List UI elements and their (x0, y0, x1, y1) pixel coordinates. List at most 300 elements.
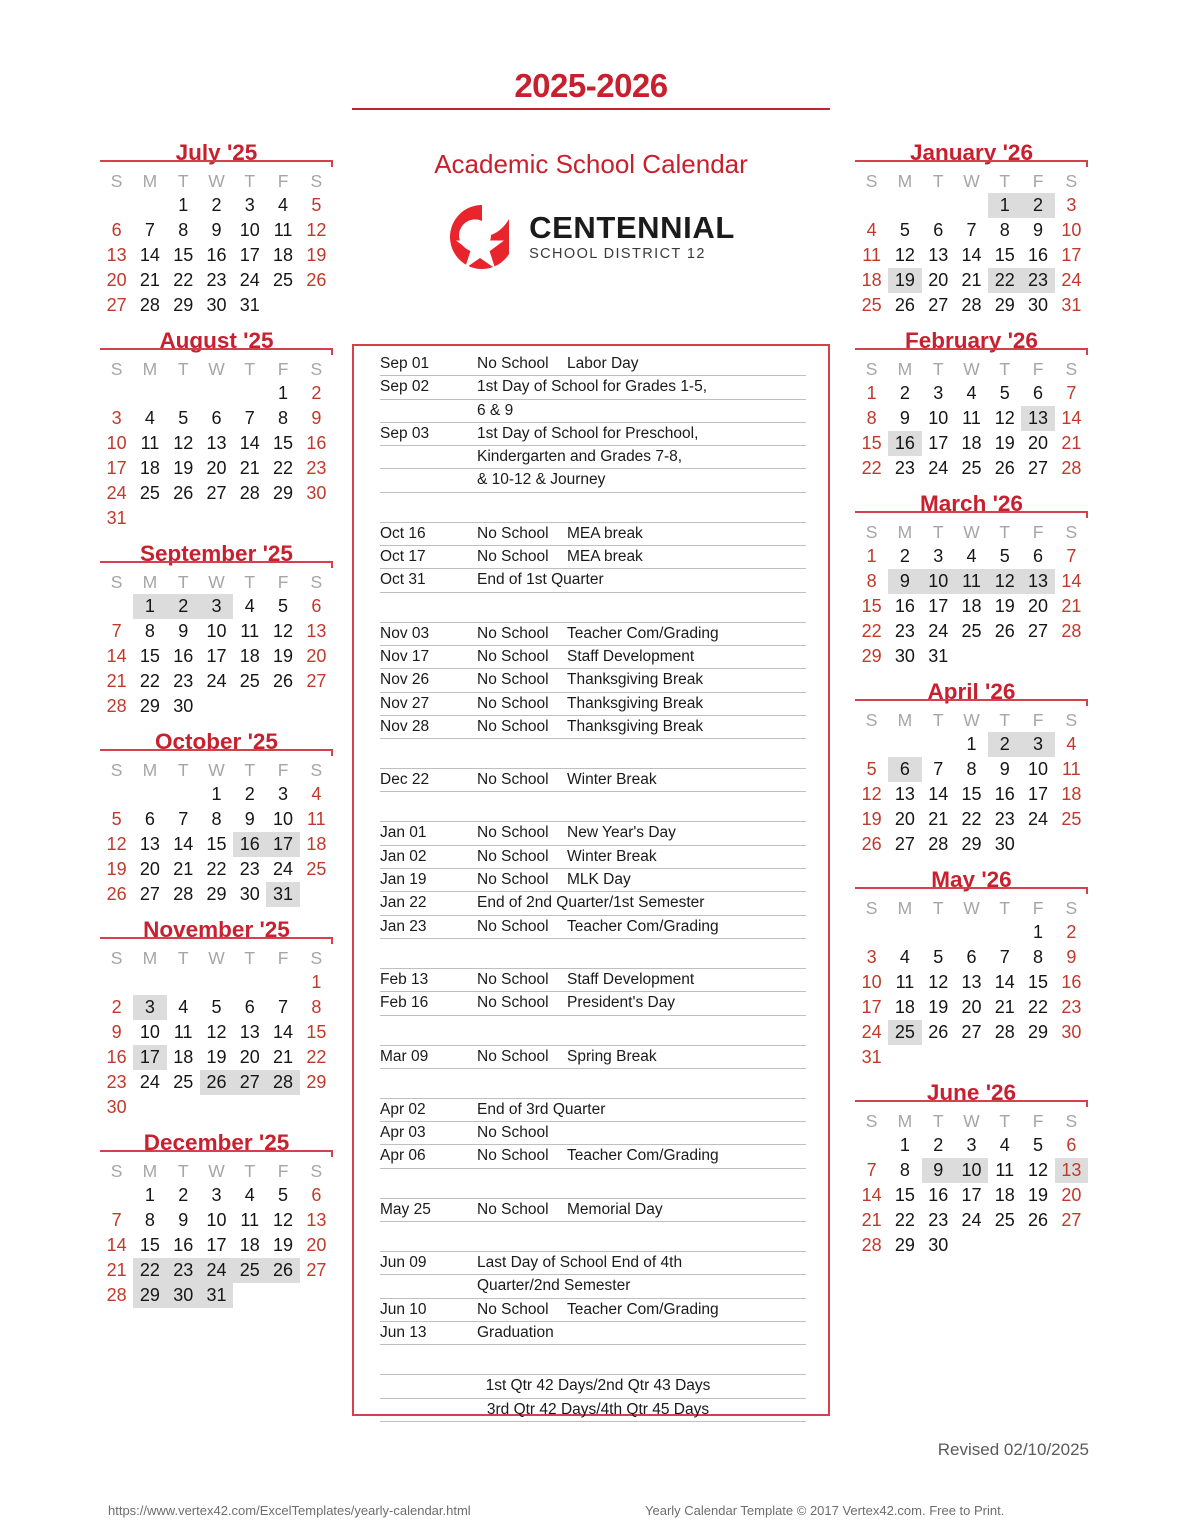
day-cell[interactable]: 15 (961, 784, 982, 804)
day-cell[interactable]: 10 (139, 1022, 160, 1042)
day-cell[interactable]: 6 (211, 408, 222, 428)
day-cell[interactable]: 21 (239, 458, 260, 478)
day-cell[interactable]: 7 (111, 621, 122, 641)
day-cell[interactable]: 21 (273, 1047, 294, 1067)
day-cell[interactable]: 9 (211, 220, 222, 240)
day-cell[interactable]: 12 (173, 433, 194, 453)
day-cell[interactable]: 10 (239, 220, 260, 240)
day-cell[interactable]: 25 (861, 295, 882, 315)
day-cell[interactable]: 19 (106, 859, 127, 879)
day-cell[interactable]: 26 (273, 671, 294, 691)
day-cell[interactable]: 5 (178, 408, 189, 428)
day-cell[interactable]: 19 (173, 458, 194, 478)
day-cell[interactable]: 4 (1066, 734, 1077, 754)
day-cell[interactable]: 14 (106, 646, 127, 666)
day-cell[interactable]: 6 (1033, 383, 1044, 403)
day-cell[interactable]: 23 (894, 621, 915, 641)
day-cell[interactable]: 31 (106, 508, 127, 528)
day-cell[interactable]: 29 (133, 1283, 166, 1308)
day-cell[interactable]: 3 (966, 1135, 977, 1155)
day-cell[interactable]: 8 (211, 809, 222, 829)
day-cell[interactable]: 30 (173, 696, 194, 716)
day-cell[interactable]: 11 (955, 569, 988, 594)
day-cell[interactable]: 20 (139, 859, 160, 879)
day-cell[interactable]: 24 (1028, 809, 1049, 829)
day-cell[interactable]: 19 (861, 809, 882, 829)
day-cell[interactable]: 5 (111, 809, 122, 829)
day-cell[interactable]: 7 (278, 997, 289, 1017)
day-cell[interactable]: 30 (928, 1235, 949, 1255)
day-cell[interactable]: 8 (899, 1160, 910, 1180)
day-cell[interactable]: 20 (1028, 596, 1049, 616)
day-cell[interactable]: 23 (239, 859, 260, 879)
day-cell[interactable]: 27 (894, 834, 915, 854)
day-cell[interactable]: 14 (106, 1235, 127, 1255)
day-cell[interactable]: 10 (928, 408, 949, 428)
day-cell[interactable]: 19 (994, 596, 1015, 616)
day-cell[interactable]: 21 (139, 270, 160, 290)
day-cell[interactable]: 11 (240, 1210, 260, 1230)
day-cell[interactable]: 24 (139, 1072, 160, 1092)
day-cell[interactable]: 1 (866, 383, 877, 403)
day-cell[interactable]: 23 (173, 671, 194, 691)
day-cell[interactable]: 22 (1028, 997, 1049, 1017)
day-cell[interactable]: 5 (211, 997, 222, 1017)
day-cell[interactable]: 6 (311, 596, 322, 616)
day-cell[interactable]: 22 (273, 458, 294, 478)
day-cell[interactable]: 9 (888, 569, 921, 594)
day-cell[interactable]: 31 (1061, 295, 1082, 315)
day-cell[interactable]: 27 (306, 1260, 327, 1280)
day-cell[interactable]: 20 (928, 270, 949, 290)
day-cell[interactable]: 27 (106, 295, 127, 315)
day-cell[interactable]: 17 (133, 1045, 166, 1070)
day-cell[interactable]: 7 (144, 220, 155, 240)
day-cell[interactable]: 10 (1028, 759, 1049, 779)
day-cell[interactable]: 26 (994, 458, 1015, 478)
day-cell[interactable]: 21 (928, 809, 949, 829)
day-cell[interactable]: 15 (173, 245, 194, 265)
day-cell[interactable]: 7 (244, 408, 255, 428)
day-cell[interactable]: 11 (140, 433, 160, 453)
day-cell[interactable]: 14 (139, 245, 160, 265)
day-cell[interactable]: 9 (1066, 947, 1077, 967)
day-cell[interactable]: 7 (933, 759, 944, 779)
day-cell[interactable]: 1 (899, 1135, 910, 1155)
day-cell[interactable]: 17 (961, 1185, 982, 1205)
day-cell[interactable]: 8 (999, 220, 1010, 240)
day-cell[interactable]: 24 (106, 483, 127, 503)
day-cell[interactable]: 31 (861, 1047, 882, 1067)
day-cell[interactable]: 14 (173, 834, 194, 854)
day-cell[interactable]: 13 (961, 972, 982, 992)
day-cell[interactable]: 25 (961, 458, 982, 478)
day-cell[interactable]: 17 (1061, 245, 1082, 265)
day-cell[interactable]: 2 (211, 195, 222, 215)
day-cell[interactable]: 24 (861, 1022, 882, 1042)
day-cell[interactable]: 16 (206, 245, 227, 265)
day-cell[interactable]: 26 (173, 483, 194, 503)
day-cell[interactable]: 25 (888, 1020, 921, 1045)
day-cell[interactable]: 21 (106, 671, 127, 691)
day-cell[interactable]: 19 (994, 433, 1015, 453)
day-cell[interactable]: 18 (994, 1185, 1015, 1205)
day-cell[interactable]: 3 (278, 784, 289, 804)
day-cell[interactable]: 12 (994, 408, 1015, 428)
day-cell[interactable]: 18 (139, 458, 160, 478)
day-cell[interactable]: 2 (311, 383, 322, 403)
day-cell[interactable]: 26 (266, 1258, 299, 1283)
day-cell[interactable]: 29 (994, 295, 1015, 315)
day-cell[interactable]: 13 (1021, 406, 1054, 431)
day-cell[interactable]: 12 (894, 245, 915, 265)
day-cell[interactable]: 1 (988, 193, 1021, 218)
day-cell[interactable]: 10 (861, 972, 882, 992)
day-cell[interactable]: 9 (244, 809, 255, 829)
day-cell[interactable]: 8 (144, 1210, 155, 1230)
day-cell[interactable]: 17 (266, 832, 299, 857)
day-cell[interactable]: 28 (1061, 458, 1082, 478)
day-cell[interactable]: 11 (895, 972, 915, 992)
day-cell[interactable]: 16 (106, 1047, 127, 1067)
day-cell[interactable]: 21 (173, 859, 194, 879)
day-cell[interactable]: 15 (861, 433, 882, 453)
day-cell[interactable]: 6 (933, 220, 944, 240)
day-cell[interactable]: 13 (1021, 569, 1054, 594)
day-cell[interactable]: 25 (994, 1210, 1015, 1230)
day-cell[interactable]: 1 (866, 546, 877, 566)
day-cell[interactable]: 22 (861, 621, 882, 641)
day-cell[interactable]: 15 (994, 245, 1015, 265)
day-cell[interactable]: 30 (994, 834, 1015, 854)
day-cell[interactable]: 2 (244, 784, 255, 804)
day-cell[interactable]: 4 (966, 383, 977, 403)
day-cell[interactable]: 27 (928, 295, 949, 315)
day-cell[interactable]: 1 (278, 383, 289, 403)
day-cell[interactable]: 28 (994, 1022, 1015, 1042)
day-cell[interactable]: 11 (862, 245, 881, 265)
day-cell[interactable]: 25 (273, 270, 294, 290)
day-cell[interactable]: 6 (966, 947, 977, 967)
day-cell[interactable]: 30 (167, 1283, 200, 1308)
day-cell[interactable]: 28 (861, 1235, 882, 1255)
day-cell[interactable]: 25 (306, 859, 327, 879)
day-cell[interactable]: 8 (178, 220, 189, 240)
day-cell[interactable]: 18 (861, 270, 882, 290)
day-cell[interactable]: 16 (1028, 245, 1049, 265)
day-cell[interactable]: 19 (273, 646, 294, 666)
day-cell[interactable]: 22 (988, 268, 1021, 293)
day-cell[interactable]: 8 (144, 621, 155, 641)
day-cell[interactable]: 27 (306, 671, 327, 691)
day-cell[interactable]: 23 (994, 809, 1015, 829)
day-cell[interactable]: 28 (239, 483, 260, 503)
day-cell[interactable]: 8 (966, 759, 977, 779)
day-cell[interactable]: 29 (173, 295, 194, 315)
day-cell[interactable]: 12 (306, 220, 327, 240)
day-cell[interactable]: 4 (311, 784, 322, 804)
day-cell[interactable]: 11 (173, 1022, 193, 1042)
day-cell[interactable]: 14 (1061, 408, 1082, 428)
day-cell[interactable]: 17 (239, 245, 260, 265)
day-cell[interactable]: 3 (200, 594, 233, 619)
day-cell[interactable]: 22 (139, 671, 160, 691)
day-cell[interactable]: 5 (899, 220, 910, 240)
day-cell[interactable]: 8 (278, 408, 289, 428)
day-cell[interactable]: 28 (928, 834, 949, 854)
day-cell[interactable]: 18 (273, 245, 294, 265)
day-cell[interactable]: 1 (133, 594, 166, 619)
day-cell[interactable]: 7 (866, 1160, 877, 1180)
day-cell[interactable]: 3 (933, 383, 944, 403)
day-cell[interactable]: 10 (273, 809, 294, 829)
day-cell[interactable]: 23 (106, 1072, 127, 1092)
day-cell[interactable]: 21 (106, 1260, 127, 1280)
day-cell[interactable]: 11 (1062, 759, 1081, 779)
day-cell[interactable]: 30 (894, 646, 915, 666)
day-cell[interactable]: 27 (139, 884, 160, 904)
day-cell[interactable]: 6 (111, 220, 122, 240)
day-cell[interactable]: 6 (144, 809, 155, 829)
day-cell[interactable]: 13 (306, 621, 327, 641)
day-cell[interactable]: 26 (894, 295, 915, 315)
day-cell[interactable]: 26 (1028, 1210, 1049, 1230)
day-cell[interactable]: 26 (928, 1022, 949, 1042)
day-cell[interactable]: 6 (311, 1185, 322, 1205)
day-cell[interactable]: 24 (239, 270, 260, 290)
day-cell[interactable]: 4 (999, 1135, 1010, 1155)
day-cell[interactable]: 24 (928, 621, 949, 641)
day-cell[interactable]: 29 (961, 834, 982, 854)
day-cell[interactable]: 21 (1061, 433, 1082, 453)
day-cell[interactable]: 28 (106, 696, 127, 716)
day-cell[interactable]: 2 (178, 1185, 189, 1205)
day-cell[interactable]: 14 (928, 784, 949, 804)
day-cell[interactable]: 5 (278, 596, 289, 616)
day-cell[interactable]: 12 (106, 834, 127, 854)
day-cell[interactable]: 4 (866, 220, 877, 240)
day-cell[interactable]: 7 (966, 220, 977, 240)
day-cell[interactable]: 3 (133, 995, 166, 1020)
day-cell[interactable]: 5 (999, 546, 1010, 566)
day-cell[interactable]: 11 (995, 1160, 1015, 1180)
day-cell[interactable]: 3 (1021, 732, 1054, 757)
day-cell[interactable]: 14 (994, 972, 1015, 992)
day-cell[interactable]: 3 (1066, 195, 1077, 215)
day-cell[interactable]: 10 (206, 1210, 227, 1230)
day-cell[interactable]: 26 (306, 270, 327, 290)
day-cell[interactable]: 21 (1061, 596, 1082, 616)
day-cell[interactable]: 11 (273, 220, 293, 240)
day-cell[interactable]: 4 (966, 546, 977, 566)
day-cell[interactable]: 31 (200, 1283, 233, 1308)
day-cell[interactable]: 7 (1066, 383, 1077, 403)
day-cell[interactable]: 24 (206, 671, 227, 691)
day-cell[interactable]: 7 (178, 809, 189, 829)
day-cell[interactable]: 17 (861, 997, 882, 1017)
day-cell[interactable]: 23 (306, 458, 327, 478)
day-cell[interactable]: 3 (111, 408, 122, 428)
day-cell[interactable]: 7 (1066, 546, 1077, 566)
day-cell[interactable]: 14 (961, 245, 982, 265)
day-cell[interactable]: 26 (861, 834, 882, 854)
day-cell[interactable]: 16 (233, 832, 266, 857)
day-cell[interactable]: 27 (233, 1070, 266, 1095)
day-cell[interactable]: 17 (928, 596, 949, 616)
day-cell[interactable]: 6 (1066, 1135, 1077, 1155)
day-cell[interactable]: 24 (273, 859, 294, 879)
day-cell[interactable]: 21 (961, 270, 982, 290)
day-cell[interactable]: 16 (1061, 972, 1082, 992)
day-cell[interactable]: 2 (111, 997, 122, 1017)
day-cell[interactable]: 12 (928, 972, 949, 992)
day-cell[interactable]: 13 (928, 245, 949, 265)
day-cell[interactable]: 18 (239, 1235, 260, 1255)
day-cell[interactable]: 10 (955, 1158, 988, 1183)
day-cell[interactable]: 13 (106, 245, 127, 265)
day-cell[interactable]: 5 (866, 759, 877, 779)
day-cell[interactable]: 23 (167, 1258, 200, 1283)
day-cell[interactable]: 31 (239, 295, 260, 315)
day-cell[interactable]: 17 (1028, 784, 1049, 804)
day-cell[interactable]: 9 (999, 759, 1010, 779)
day-cell[interactable]: 13 (139, 834, 160, 854)
day-cell[interactable]: 29 (861, 646, 882, 666)
day-cell[interactable]: 20 (961, 997, 982, 1017)
day-cell[interactable]: 24 (961, 1210, 982, 1230)
day-cell[interactable]: 30 (1061, 1022, 1082, 1042)
day-cell[interactable]: 19 (1028, 1185, 1049, 1205)
day-cell[interactable]: 26 (106, 884, 127, 904)
day-cell[interactable]: 23 (1061, 997, 1082, 1017)
day-cell[interactable]: 27 (206, 483, 227, 503)
day-cell[interactable]: 5 (1033, 1135, 1044, 1155)
day-cell[interactable]: 15 (861, 596, 882, 616)
day-cell[interactable]: 22 (306, 1047, 327, 1067)
day-cell[interactable]: 1 (178, 195, 189, 215)
day-cell[interactable]: 3 (211, 1185, 222, 1205)
day-cell[interactable]: 4 (278, 195, 289, 215)
day-cell[interactable]: 5 (311, 195, 322, 215)
day-cell[interactable]: 3 (244, 195, 255, 215)
day-cell[interactable]: 16 (173, 646, 194, 666)
day-cell[interactable]: 27 (1028, 621, 1049, 641)
day-cell[interactable]: 13 (239, 1022, 260, 1042)
day-cell[interactable]: 19 (306, 245, 327, 265)
day-cell[interactable]: 22 (861, 458, 882, 478)
day-cell[interactable]: 9 (178, 1210, 189, 1230)
day-cell[interactable]: 8 (311, 997, 322, 1017)
day-cell[interactable]: 27 (1028, 458, 1049, 478)
day-cell[interactable]: 16 (894, 596, 915, 616)
day-cell[interactable]: 30 (106, 1097, 127, 1117)
day-cell[interactable]: 3 (866, 947, 877, 967)
day-cell[interactable]: 24 (928, 458, 949, 478)
day-cell[interactable]: 8 (1033, 947, 1044, 967)
day-cell[interactable]: 31 (928, 646, 949, 666)
day-cell[interactable]: 1 (211, 784, 222, 804)
day-cell[interactable]: 15 (206, 834, 227, 854)
day-cell[interactable]: 18 (1061, 784, 1082, 804)
day-cell[interactable]: 30 (1028, 295, 1049, 315)
day-cell[interactable]: 18 (894, 997, 915, 1017)
day-cell[interactable]: 9 (178, 621, 189, 641)
day-cell[interactable]: 22 (961, 809, 982, 829)
day-cell[interactable]: 22 (894, 1210, 915, 1230)
day-cell[interactable]: 30 (306, 483, 327, 503)
day-cell[interactable]: 18 (961, 433, 982, 453)
day-cell[interactable]: 26 (200, 1070, 233, 1095)
day-cell[interactable]: 21 (861, 1210, 882, 1230)
day-cell[interactable]: 18 (239, 646, 260, 666)
day-cell[interactable]: 16 (928, 1185, 949, 1205)
day-cell[interactable]: 2 (1066, 922, 1077, 942)
day-cell[interactable]: 14 (1061, 571, 1082, 591)
day-cell[interactable]: 4 (144, 408, 155, 428)
day-cell[interactable]: 10 (922, 569, 955, 594)
day-cell[interactable]: 25 (139, 483, 160, 503)
day-cell[interactable]: 22 (133, 1258, 166, 1283)
day-cell[interactable]: 12 (206, 1022, 227, 1042)
day-cell[interactable]: 1 (1033, 922, 1044, 942)
day-cell[interactable]: 28 (266, 1070, 299, 1095)
day-cell[interactable]: 16 (306, 433, 327, 453)
day-cell[interactable]: 18 (306, 834, 327, 854)
day-cell[interactable]: 11 (240, 621, 260, 641)
day-cell[interactable]: 4 (178, 997, 189, 1017)
day-cell[interactable]: 3 (933, 546, 944, 566)
day-cell[interactable]: 19 (928, 997, 949, 1017)
day-cell[interactable]: 23 (1021, 268, 1054, 293)
day-cell[interactable]: 24 (200, 1258, 233, 1283)
day-cell[interactable]: 30 (206, 295, 227, 315)
day-cell[interactable]: 2 (933, 1135, 944, 1155)
day-cell[interactable]: 28 (139, 295, 160, 315)
day-cell[interactable]: 15 (894, 1185, 915, 1205)
day-cell[interactable]: 14 (239, 433, 260, 453)
day-cell[interactable]: 12 (273, 1210, 294, 1230)
day-cell[interactable]: 17 (106, 458, 127, 478)
day-cell[interactable]: 8 (866, 571, 877, 591)
day-cell[interactable]: 29 (894, 1235, 915, 1255)
day-cell[interactable]: 7 (111, 1210, 122, 1230)
day-cell[interactable]: 29 (273, 483, 294, 503)
day-cell[interactable]: 9 (922, 1158, 955, 1183)
day-cell[interactable]: 26 (994, 621, 1015, 641)
day-cell[interactable]: 29 (1028, 1022, 1049, 1042)
day-cell[interactable]: 6 (888, 757, 921, 782)
day-cell[interactable]: 29 (139, 696, 160, 716)
day-cell[interactable]: 29 (206, 884, 227, 904)
day-cell[interactable]: 25 (1061, 809, 1082, 829)
day-cell[interactable]: 22 (206, 859, 227, 879)
day-cell[interactable]: 25 (239, 671, 260, 691)
day-cell[interactable]: 5 (999, 383, 1010, 403)
day-cell[interactable]: 13 (206, 433, 227, 453)
day-cell[interactable]: 28 (173, 884, 194, 904)
day-cell[interactable]: 12 (861, 784, 882, 804)
day-cell[interactable]: 19 (888, 268, 921, 293)
day-cell[interactable]: 23 (928, 1210, 949, 1230)
day-cell[interactable]: 1 (311, 972, 322, 992)
day-cell[interactable]: 15 (273, 433, 294, 453)
day-cell[interactable]: 16 (994, 784, 1015, 804)
day-cell[interactable]: 22 (173, 270, 194, 290)
day-cell[interactable]: 9 (899, 408, 910, 428)
day-cell[interactable]: 31 (266, 882, 299, 907)
day-cell[interactable]: 25 (173, 1072, 194, 1092)
day-cell[interactable]: 27 (961, 1022, 982, 1042)
